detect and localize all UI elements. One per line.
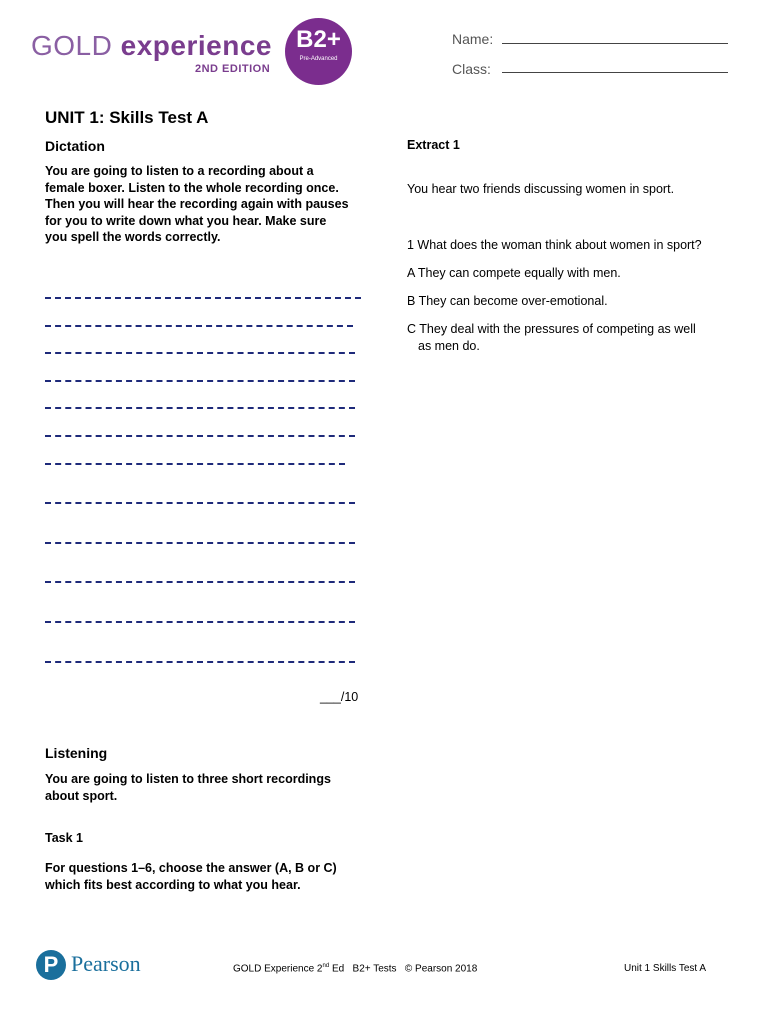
writing-line[interactable] [45,407,355,409]
pearson-logo-icon: P [36,950,66,980]
task-instruction-line: which fits best according to what you hear. [45,877,301,892]
class-label: Class: [452,61,491,77]
writing-line[interactable] [45,325,353,327]
logo-edition: 2ND EDITION [195,63,271,75]
class-field[interactable] [502,72,728,73]
writing-line[interactable] [45,297,361,299]
logo-experience-text: experience [120,30,272,61]
dictation-line: for you to write down what you hear. Make sure [45,213,327,228]
option-b[interactable]: B They can become over-emotional. [407,294,608,308]
option-c-line: as men do. [418,338,480,353]
listening-intro-line: You are going to listen to three short recordings [45,772,331,786]
writing-line[interactable] [45,621,355,623]
page-title: UNIT 1: Skills Test A [45,108,209,127]
pearson-logo-text: Pearson [71,951,141,976]
footer-series-rest: Ed B2+ Tests © Pearson 2018 [329,963,478,975]
dictation-line: Then you will hear the recording again with pauses [45,197,349,211]
task-instructions [45,860,375,893]
writing-line[interactable] [45,581,355,583]
option-a[interactable]: A They can compete equally with men. [407,266,621,280]
extract-heading: Extract 1 [407,138,460,152]
logo-gold-text: GOLD [31,30,113,61]
dictation-line: you spell the words correctly. [45,230,221,244]
footer-series [233,963,477,974]
task-label: Task 1 [45,831,83,845]
question-1: 1 What does the woman think about women in sport? [407,238,702,252]
dictation-instructions [45,163,375,246]
level-badge [285,18,352,85]
footer-series-text: GOLD Experience 2 [233,963,323,975]
gold-experience-logo [31,32,272,60]
badge-sub: Pre-Advanced [299,56,338,62]
dictation-line: You are going to listen to a recording about a [45,164,314,178]
writing-line[interactable] [45,380,355,382]
option-c-line: C They deal with the pressures of competing as well [407,322,696,336]
writing-line[interactable] [45,435,355,437]
listening-intro-line: about sport. [45,788,118,803]
dictation-line: female boxer. Listen to the whole recording once. [45,180,339,195]
extract-context: You hear two friends discussing women in sport. [407,182,675,196]
writing-line[interactable] [45,502,355,504]
name-label: Name: [452,31,494,47]
name-field[interactable] [502,43,728,44]
writing-line[interactable] [45,463,345,465]
footer-series-sup: nd [322,963,330,969]
badge-level: B2+ [296,26,341,53]
footer-unit: Unit 1 Skills Test A [624,963,707,974]
task-instruction-line: For questions 1–6, choose the answer (A, B or C) [45,861,337,875]
writing-line[interactable] [45,352,355,354]
listening-heading: Listening [45,745,108,761]
option-c[interactable] [407,321,696,354]
listening-intro [45,771,375,804]
dictation-heading: Dictation [45,138,105,154]
writing-line[interactable] [45,542,355,544]
dictation-score: ___/10 [320,690,359,704]
writing-line[interactable] [45,661,355,663]
